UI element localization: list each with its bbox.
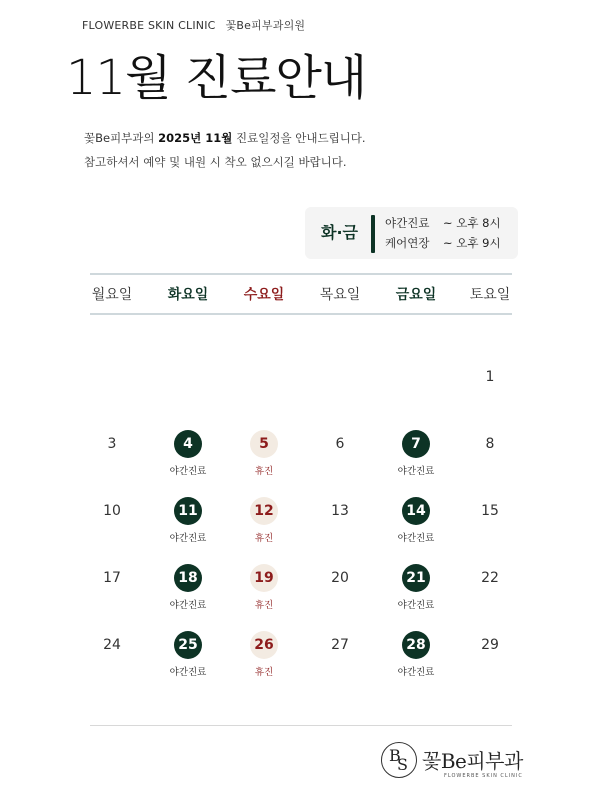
night-clinic-label: 야간진료 [169,600,207,611]
night-clinic-label: 야간진료 [397,600,435,611]
day-number: 19 [250,564,278,592]
day-number: 12 [250,497,278,525]
closed-label: 휴진 [254,533,274,544]
day-cell [381,564,451,611]
day-number: 21 [402,564,430,592]
day-number: 25 [174,631,202,659]
day-number: 11 [174,497,202,525]
day-cell [455,497,525,525]
day-number: 8 [485,436,495,452]
logo-letter-b: B [389,746,401,765]
day-cell [381,631,451,678]
closed-label: 휴진 [254,600,274,611]
weekday-1: 월요일 [91,287,133,303]
night-clinic-label: 야간진료 [397,667,435,678]
day-cell [229,430,299,477]
day-number: 22 [481,570,499,586]
day-number: 3 [107,436,117,452]
night-clinic-label: 야간진료 [397,533,435,544]
night-clinic-label: 야간진료 [169,466,207,477]
day-cell [455,363,525,391]
weekday-2: 화요일 [167,287,209,303]
calendar-bottom-rule [90,725,512,726]
intro-line-1: 꽃Be피부과의 2025년 11월 진료일정을 안내드립니다. [84,131,366,145]
day-cell [153,631,223,678]
day-number: 17 [103,570,121,586]
day-number: 13 [331,503,349,519]
hours-divider [371,215,375,253]
day-cell [455,631,525,659]
hours-days: 화·금 [321,223,358,242]
logo-mark [381,742,417,778]
brand-en: FLOWERBE SKIN CLINIC [82,19,216,32]
day-cell [305,564,375,592]
day-cell [305,631,375,659]
day-number: 4 [174,430,202,458]
hours-box [305,207,518,259]
closed-label: 휴진 [254,667,274,678]
day-cell [77,564,147,592]
day-cell [77,497,147,525]
logo-letter-s: S [397,755,408,774]
day-cell [229,497,299,544]
day-cell [229,631,299,678]
logo-name: 꽃Be피부과 [422,749,523,773]
day-cell [229,564,299,611]
brand-header [82,17,305,33]
day-number: 5 [250,430,278,458]
day-cell [305,430,375,458]
day-number: 15 [481,503,499,519]
day-cell [381,430,451,477]
night-clinic-label: 야간진료 [397,466,435,477]
day-number: 28 [402,631,430,659]
day-cell [77,430,147,458]
day-number: 24 [103,637,121,653]
day-cell [153,430,223,477]
day-number: 6 [335,436,345,452]
calendar-header-rule [90,313,512,315]
hours-row-care: 케어연장 ~ 오후 9시 [385,236,501,250]
day-number: 18 [174,564,202,592]
day-cell [455,430,525,458]
intro-date: 2025년 11월 [158,131,233,145]
day-cell [153,564,223,611]
calendar-top-rule [90,273,512,275]
intro-text [84,126,366,174]
day-number: 27 [331,637,349,653]
intro-line-2: 참고하셔서 예약 및 내원 시 착오 없으시길 바랍니다. [84,155,347,169]
hours-row-night: 야간진료 ~ 오후 8시 [385,216,501,230]
day-cell [153,497,223,544]
weekday-4: 목요일 [319,287,361,303]
day-number: 29 [481,637,499,653]
night-clinic-label: 야간진료 [169,667,207,678]
day-number: 10 [103,503,121,519]
page-title: 11월 진료안내 [66,50,367,106]
day-cell [381,497,451,544]
brand-ko: 꽃Be피부과의원 [225,19,306,32]
day-number: 20 [331,570,349,586]
weekday-3: 수요일 [243,287,285,303]
day-number: 14 [402,497,430,525]
day-number: 1 [485,369,495,385]
logo-subtitle: FLOWERBE SKIN CLINIC [444,773,523,779]
day-number: 26 [250,631,278,659]
night-clinic-label: 야간진료 [169,533,207,544]
day-number: 7 [402,430,430,458]
day-cell [305,497,375,525]
day-cell [455,564,525,592]
weekday-6: 토요일 [469,287,511,303]
weekday-5: 금요일 [395,287,437,303]
day-cell [77,631,147,659]
closed-label: 휴진 [254,466,274,477]
